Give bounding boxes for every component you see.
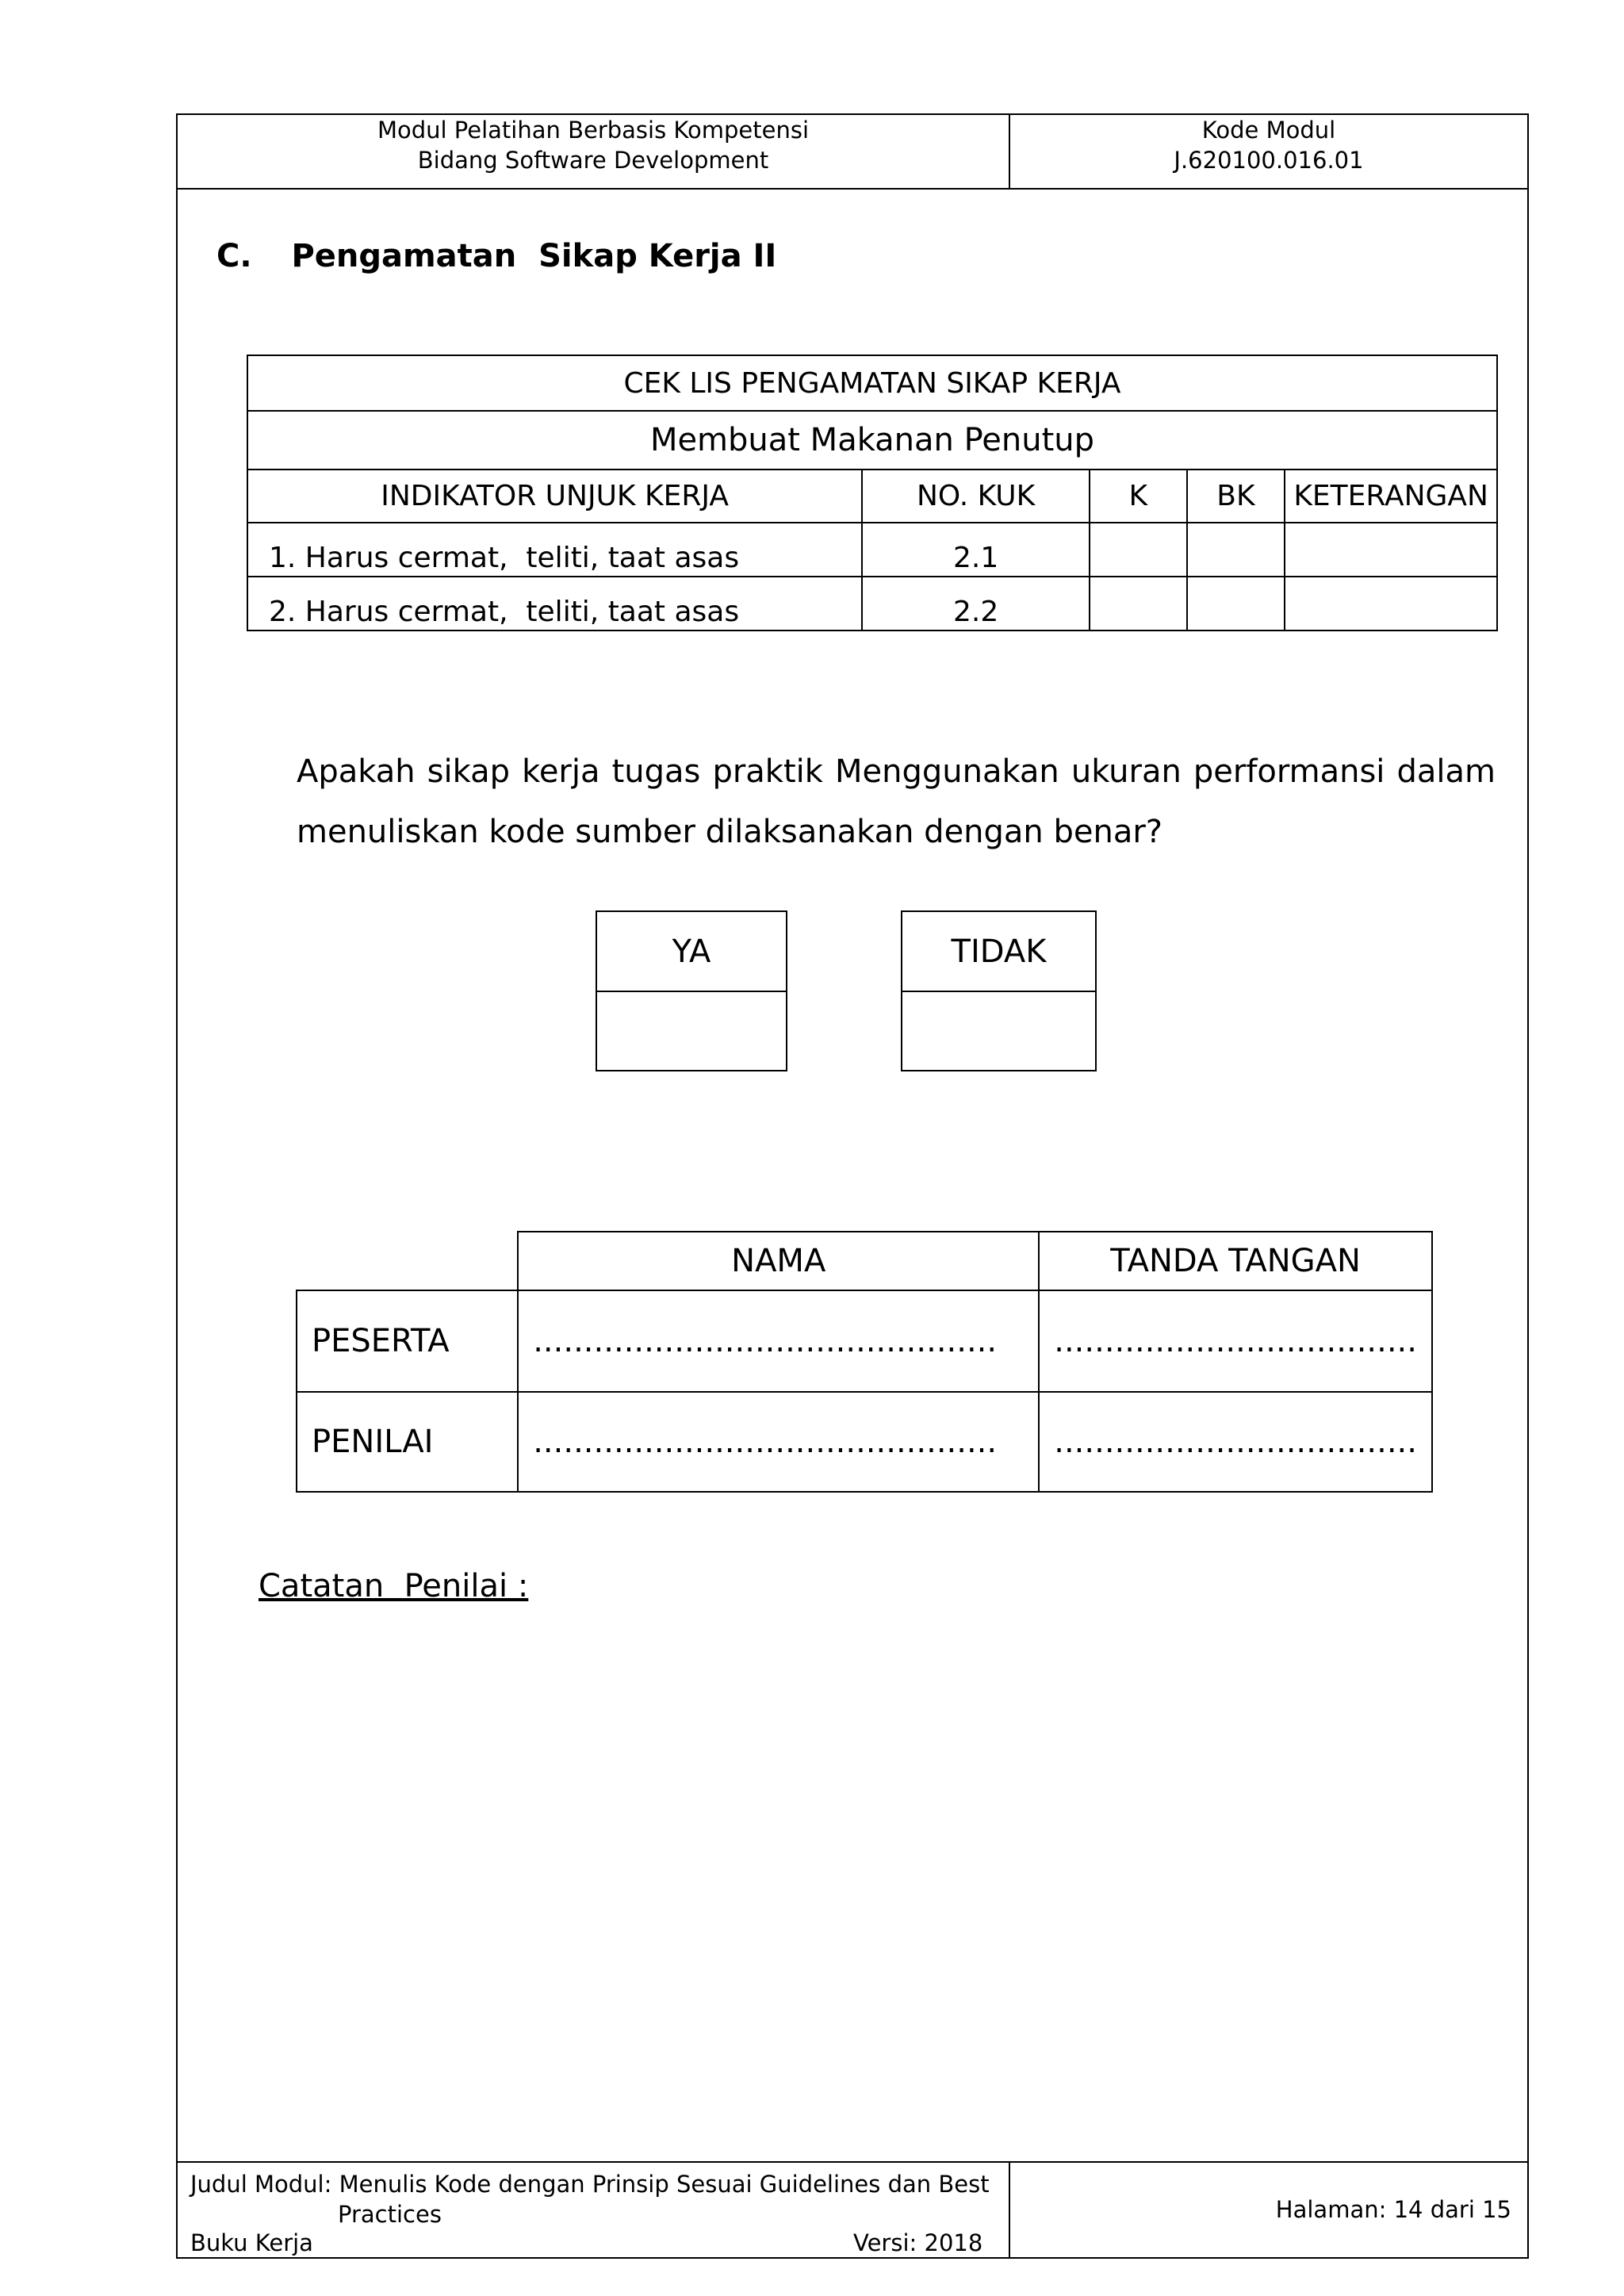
keterangan-cell[interactable] <box>1285 523 1497 577</box>
footer-divider <box>176 2161 1529 2163</box>
penilai-name-field[interactable]: .............................................. <box>518 1392 1039 1492</box>
column-header-keterangan: KETERANGAN <box>1285 470 1497 523</box>
header-module-title: Modul Pelatihan Berbasis Kompetensi <box>377 117 810 144</box>
column-header-k: K <box>1090 470 1187 523</box>
checklist-title: CEK LIS PENGAMATAN SIKAP KERJA <box>247 355 1497 411</box>
table-row <box>247 577 1497 631</box>
column-header-name: NAMA <box>518 1232 1039 1290</box>
section-heading <box>216 238 776 274</box>
penilai-signature-field[interactable]: .................................... <box>1039 1392 1432 1492</box>
kuk-cell: 2.2 <box>862 577 1090 631</box>
yes-checkbox[interactable] <box>596 991 787 1071</box>
section-letter: C. <box>216 238 252 274</box>
row-label-penilai: PENILAI <box>297 1392 518 1492</box>
checklist-table <box>247 355 1498 631</box>
header-module-code <box>1010 115 1527 175</box>
footer-page-number: Halaman: 14 dari 15 <box>1275 2196 1511 2223</box>
signature-table <box>296 1231 1433 1493</box>
footer-module-title-line2: Practices <box>338 2201 442 2228</box>
header-divider <box>176 188 1529 190</box>
header-code-value: J.620100.016.01 <box>1174 147 1364 174</box>
yes-label: YA <box>596 911 787 991</box>
k-checkbox-cell[interactable] <box>1090 577 1187 631</box>
indicator-cell: 2. Harus cermat, teliti, taat asas <box>247 577 862 631</box>
bk-checkbox-cell[interactable] <box>1187 523 1285 577</box>
peserta-name-field[interactable]: .............................................. <box>518 1290 1039 1392</box>
checklist-subtitle: Membuat Makanan Penutup <box>247 411 1497 470</box>
notes-label: Catatan Penilai : <box>259 1568 529 1604</box>
kuk-cell: 2.1 <box>862 523 1090 577</box>
header-module-info <box>178 115 1009 175</box>
section-title: Pengamatan Sikap Kerja II <box>291 238 777 274</box>
keterangan-cell[interactable] <box>1285 577 1497 631</box>
row-label-peserta: PESERTA <box>297 1290 518 1392</box>
footer-module-title-line1: Judul Modul: Menulis Kode dengan Prinsip Sesuai Guidelines dan Best <box>190 2171 990 2198</box>
column-header-kuk: NO. KUK <box>862 470 1090 523</box>
column-header-indicator: INDIKATOR UNJUK KERJA <box>247 470 862 523</box>
header-module-field: Bidang Software Development <box>417 147 769 174</box>
no-label: TIDAK <box>902 911 1096 991</box>
header-code-label: Kode Modul <box>1201 117 1336 144</box>
signature-corner <box>297 1232 518 1290</box>
table-row <box>297 1290 1432 1392</box>
peserta-signature-field[interactable]: .................................... <box>1039 1290 1432 1392</box>
table-row <box>247 523 1497 577</box>
column-header-signature: TANDA TANGAN <box>1039 1232 1432 1290</box>
footer-version: Versi: 2018 <box>853 2229 983 2256</box>
no-checkbox[interactable] <box>902 991 1096 1071</box>
yes-box <box>596 910 787 1071</box>
k-checkbox-cell[interactable] <box>1090 523 1187 577</box>
indicator-cell: 1. Harus cermat, teliti, taat asas <box>247 523 862 577</box>
footer-book: Buku Kerja <box>190 2229 313 2256</box>
bk-checkbox-cell[interactable] <box>1187 577 1285 631</box>
no-box <box>901 910 1097 1071</box>
question-text: Apakah sikap kerja tugas praktik Menggunakan ukuran performansi dalam menuliskan kode sumber dilaksanakan dengan benar? <box>297 753 1496 850</box>
table-row <box>297 1392 1432 1492</box>
column-header-bk: BK <box>1187 470 1285 523</box>
